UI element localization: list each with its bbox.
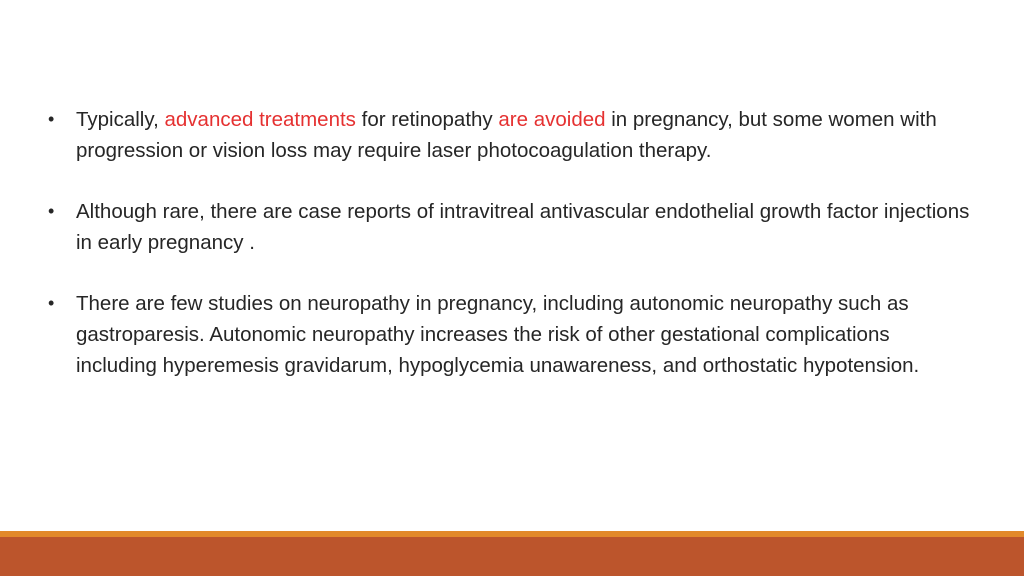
bullet-list xyxy=(44,104,974,411)
bullet-item-neuropathy xyxy=(44,288,974,381)
bullet-dot-icon: • xyxy=(48,201,55,221)
bullet-text-segment: in pregnancy, but some women with progression or vision loss may require laser photocoagulation therapy. xyxy=(76,108,937,162)
bullet-item-retinopathy xyxy=(44,104,974,166)
highlight-are-avoided: are avoided xyxy=(498,108,606,131)
footer-band xyxy=(0,537,1024,576)
bullet-dot-icon: • xyxy=(48,109,55,129)
bullet-text-segment: Typically, xyxy=(76,108,165,131)
bullet-text-segment: for retinopathy xyxy=(355,108,499,131)
bullet-item-anti-vegf xyxy=(44,196,974,258)
bullet-text-segment: There are few studies on neuropathy in pregnancy, including autonomic neuropathy such as gastroparesis. Autonomic neuropathy increases the risk of other gestational complications including hyperemesis gravidarum, hypoglycemia unawareness, and orthostatic hypotension. xyxy=(76,292,920,377)
bullet-text-segment: Although rare, there are case reports of intravitreal antivascular endothelial growth factor injections in early pregnancy . xyxy=(76,200,970,254)
bullet-dot-icon: • xyxy=(48,293,55,313)
highlight-advanced-treatments: advanced treatments xyxy=(164,108,356,131)
